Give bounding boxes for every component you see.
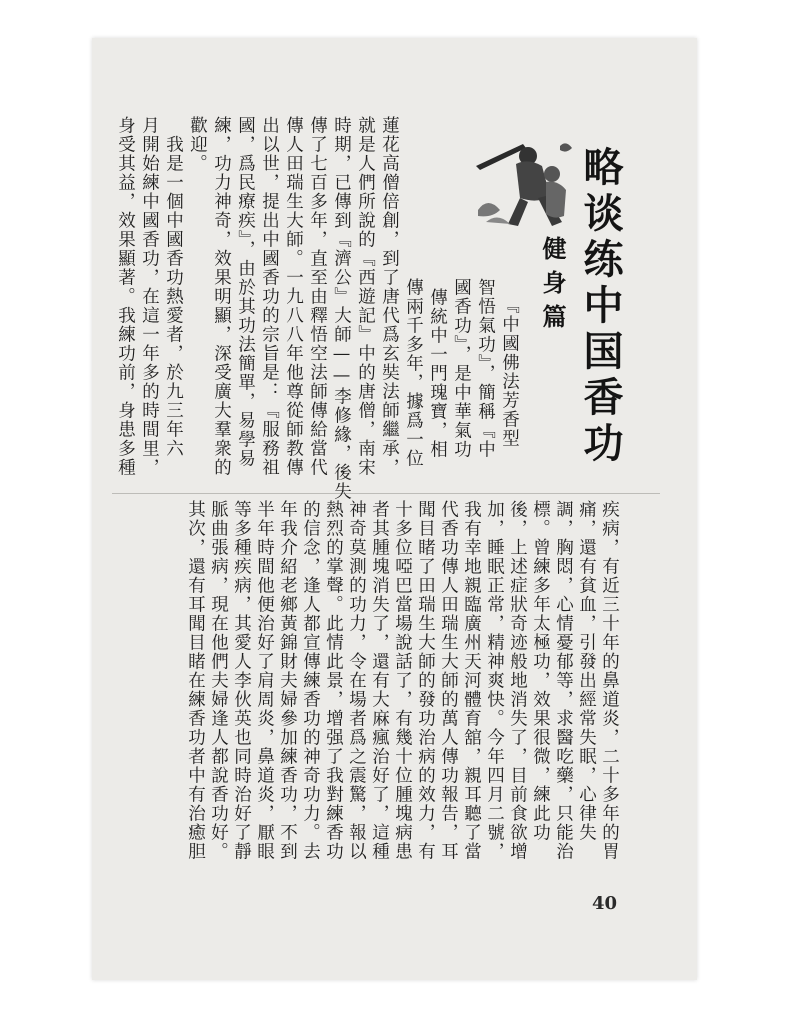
lower-column: 我有幸地親臨廣州天河體育舘，親耳聽了當 [461,500,482,861]
upper-column: 智悟氣功』，簡稱『中 [475,278,496,460]
page-number: 40 [592,893,618,914]
lower-column: 加，睡眠正常，精神爽快。今年四月二號， [484,500,505,861]
upper-column: 國，爲民療疾』，由於其功法簡單，易學易 [235,116,256,469]
lower-column: 十多位啞巴當場說話了，有幾十位腫塊病患 [392,500,413,861]
lower-column: 調，胸悶，心情憂郁等，求醫吃藥，只能治 [553,500,574,861]
upper-column: 『中國佛法芳香型 [499,296,520,448]
upper-column: 傳了七百多年，直至由釋悟空法師傳給當代 [307,116,328,477]
lower-column: 的信念，逢人都宣傳練香功的神奇功力。去 [300,500,321,861]
lower-column: 年我介紹老鄉黃錦財夫婦參加練香功，不到 [277,500,298,861]
upper-column: 傳統中一門瑰寶，相 [427,288,448,459]
column-divider [112,493,660,494]
lower-column: 者其腫塊消失了，還有大麻瘋治好了，這種 [369,500,390,861]
upper-column: 身受其益，效果顯著。我練功前，身患多種 [115,116,136,477]
lower-column: 熱烈的掌聲。此情此景，增强了我對練香功 [323,500,344,861]
upper-column: 出以世，提出中國香功的宗旨是：『服務祖 [259,116,280,477]
upper-column: 我是一個中國香功熱愛者，於九三年六 [163,116,184,458]
lower-column: 後，上述症狀奇迹般地消失了，目前食欲增 [507,500,528,861]
lower-column: 疾病，有近三十年的鼻道炎，二十多年的胃 [599,500,620,861]
upper-column: 就是人們所說的『西遊記』中的唐僧，南宋 [355,116,376,477]
article-title: 略谈练中国香功 [577,146,624,468]
lower-column: 標。曾練多年太極功，效果很微，練此功 [530,500,551,842]
lower-column: 代香功傳人田瑞生大師的萬人傳功報告，耳 [438,500,459,861]
lower-column: 神奇莫測的功力，令在場者爲之震驚，報以 [346,500,367,861]
upper-column: 月開始練中國香功，在這一年多的時間里， [139,116,160,477]
upper-column: 歡迎。 [187,116,208,173]
upper-column: 蓮花高僧倍創，到了唐代爲玄奘法師繼承， [379,116,400,477]
upper-column: 練，功力神奇，效果明顯，深受廣大羣衆的 [211,116,232,477]
upper-column: 時期，已傳到『濟公』大師——李修緣，後失 [331,116,352,501]
lower-column: 聞目睹了田瑞生大師的發功治病的效力，有 [415,500,436,861]
sword-warrior-illustration [468,126,578,234]
lower-column: 痛，還有貧血，引發出經常失眠，心律失 [576,500,597,842]
upper-column: 國香功』，是中華氣功 [451,278,472,460]
lower-column: 半年時間他便治好了肩周炎，鼻道炎，厭眼 [254,500,275,861]
upper-column: 傳人田瑞生大師。一九八八年他尊從師教傳 [283,116,304,477]
upper-column: 傳兩千多年，據爲一位 [403,278,424,468]
lower-column: 其次，還有耳聞目睹在練香功者中有治癒胆 [185,500,206,861]
lower-column: 等多種疾病，其愛人李伙英也同時治好了靜 [231,500,252,861]
lower-column: 脈曲張病，現在他們夫婦逢人都說香功好。 [208,500,229,861]
book-page [92,38,697,980]
section-subtitle: 健身篇 [538,236,567,338]
